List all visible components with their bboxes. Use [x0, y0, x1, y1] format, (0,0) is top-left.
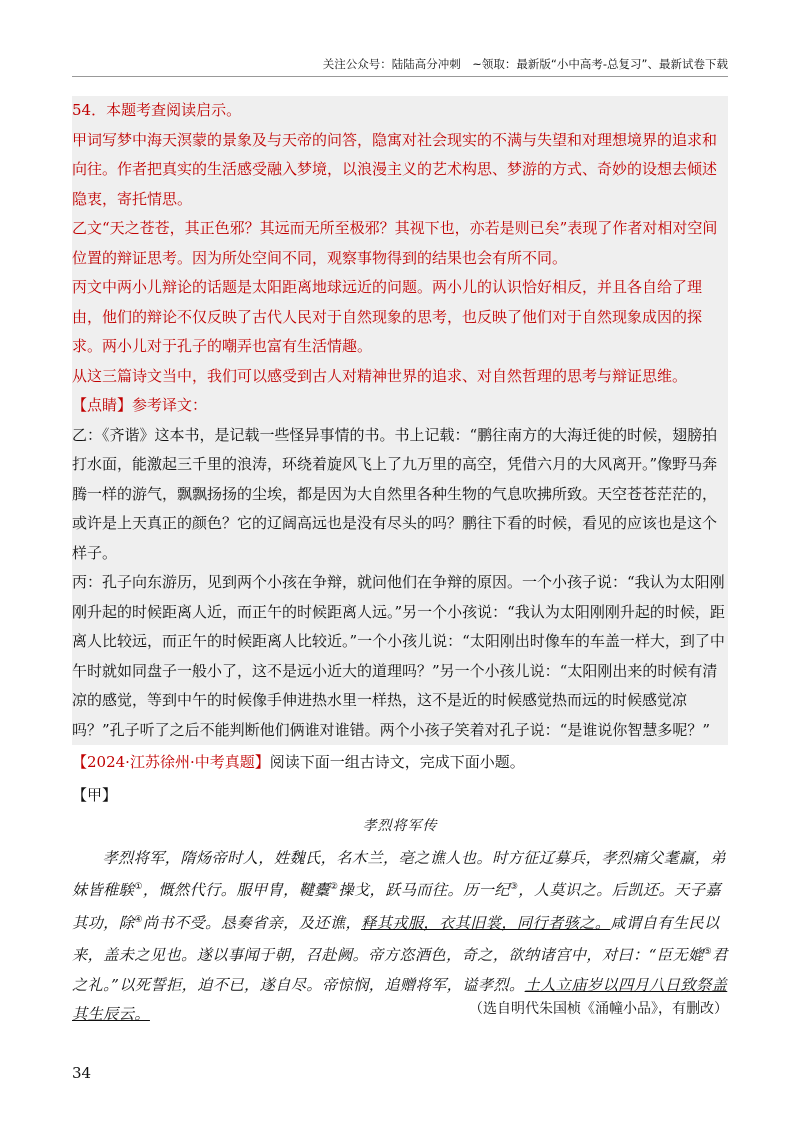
dianjing-label: 【点睛】参考译文：: [72, 396, 208, 414]
question-source-tag: 【2024·江苏徐州·中考真题】: [72, 753, 270, 771]
classical-passage: 孝烈将军，隋炀帝时人，姓魏氏，名木兰，亳之谯人也。时方征辽募兵，孝烈痛父耄羸，弟妹皆稚騃①，慨然代行。服甲胄，鞬櫜②操戈，跃马而往。历一纪③，人莫识之。后凯还。天子嘉其功，除④尚书不受。恳奏省亲，及还谯，释其戎服，衣其旧裳，同行者骇之。咸谓自有生民以来，盖未之见也。遂以事闻于朝，召赴阙。帝方恣酒色，奇之，欲纳诸宫中，对曰：“臣无媲⑤君之礼。”以死誓拒，迫不已，遂自尽。帝惊悯，追赠将军，谥孝烈。土人立庙岁以四月八日致祭盖其生辰云。: [72, 849, 728, 1024]
translation-paragraph: 乙：《齐谐》这本书，是记载一些怪异事情的书。书上记载：“鹏往南方的大海迁徙的时候，翅膀拍打水面，能激起三千里的浪涛，环绕着旋风飞上了九万里的高空，凭借六月的大风离开。”像野马奔腾一样的游气，飘飘扬扬的尘埃，都是因为大自然里各种生物的气息吹拂所致。天空苍苍茫茫的，或许是上天真正的颜色？它的辽阔高远也是没有尽头的吗？鹏往下看的时候，看见的应该也是这个样子。: [72, 425, 718, 562]
translation-paragraph: 丙：孔子向东游历，见到两个小孩在争辩，就问他们在争辩的原因。一个小孩子说：“我认为太阳刚刚升起的时候距离人近，而正午的时候距离人远。”另一个小孩说：“我认为太阳刚刚升起的时候，距离人比较远，而正午的时候距离人比较近。”一个小孩儿说：“太阳刚出时像车的车盖一样大，到了中午时就如同盘子一般小了，这不是远小近大的道理吗？”另一个小孩儿说：“太阳刚出来的时候有清凉的感觉，等到中午的时候像手伸进热水里一样热，这不是近的时候感觉热而远的时候感觉凉吗？”孔子听了之后不能判断他们俩谁对谁错。两个小孩子笑着对孔子说：“是谁说你智慧多呢？”: [72, 573, 725, 739]
page-header: 关注公众号：陆陆高分冲刺 ~领取：最新版“小中高考-总复习”、最新试卷下载: [322, 57, 728, 71]
footnote-marker: ④: [134, 914, 143, 925]
footnote-marker: ②: [329, 882, 339, 893]
footnote-marker: ③: [509, 882, 519, 893]
footnote-marker: ⑤: [703, 947, 713, 958]
underlined-sentence-2: 土人立庙岁以四月八日致祭盖其生辰云。: [72, 975, 728, 1024]
footnote-marker: ①: [134, 882, 143, 893]
answer-paragraph: 乙文“天之苍苍，其正色邪？其远而无所至极邪？其视下也，亦若是则已矣”表现了作者对相对空间位置的辩证思考。因为所处空间不同，观察事物得到的结果也会有所不同。: [72, 219, 718, 267]
question-instruction: 阅读下面一组古诗文，完成下面小题。: [269, 753, 525, 771]
source-citation: （选自明代朱国桢《涌幢小品》，有删改）: [469, 1001, 728, 1017]
header-divider: [72, 76, 728, 77]
question-intro: [72, 748, 728, 776]
section-label-jia: 【甲】: [72, 786, 118, 804]
answer-paragraph: 甲词写梦中海天溟蒙的景象及与天帝的问答，隐寓对社会现实的不满与失望和对理想境界的追求和向往。作者把真实的生活感受融入梦境，以浪漫主义的艺术构思、梦游的方式、奇妙的设想去倾述隐衷，寄托情思。: [72, 130, 718, 208]
page-number: 34: [72, 1064, 92, 1082]
answer-block: [72, 96, 728, 745]
answer-paragraph: 丙文中两小儿辩论的话题是太阳距离地球远近的问题。两小儿的认识恰好相反，并且各自给了理由，他们的辩论不仅反映了古代人民对于自然现象的思考，也反映了他们对于自然现象成因的探求。两小儿对于孔子的嘲弄也富有生活情趣。: [72, 278, 703, 355]
answer-title: 54．本题考查阅读启示。: [72, 101, 242, 119]
underlined-sentence-1: 释其戎服，衣其旧裳，同行者骇之。: [361, 913, 611, 932]
answer-paragraph: 从这三篇诗文当中，我们可以感受到古人对精神世界的追求、对自然哲理的思考与辩证思维。: [72, 366, 688, 385]
passage-title: 孝烈将军传: [362, 818, 438, 834]
